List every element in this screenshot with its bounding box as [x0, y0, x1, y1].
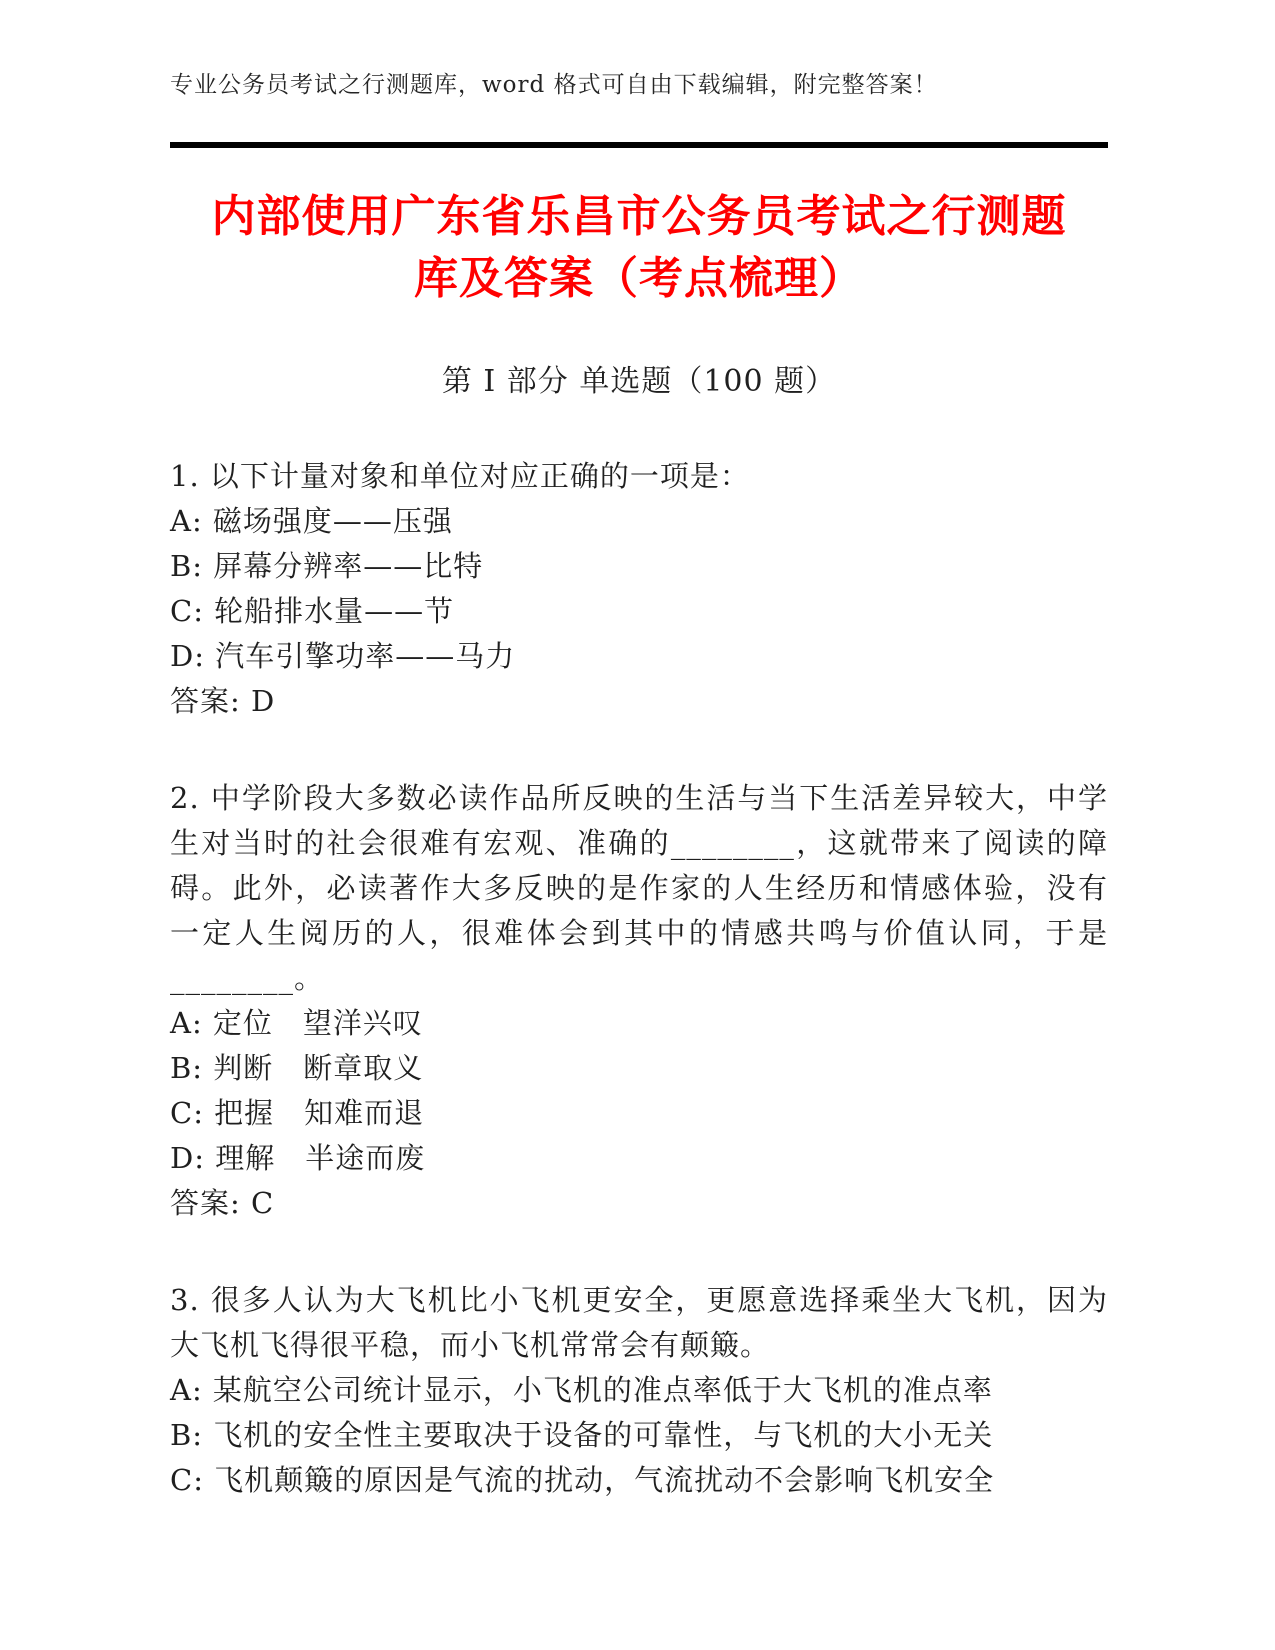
- question-option-a: A: 定位 望洋兴叹: [170, 1006, 423, 1040]
- question-stem-line: 生对当时的社会很难有宏观、准确的________，这就带来了阅读的障: [170, 826, 1108, 860]
- question-stem-line: 2. 中学阶段大多数必读作品所反映的生活与当下生活差异较大，中学: [170, 781, 1108, 815]
- question-stem-line: 碍。此外，必读著作大多反映的是作家的人生经历和情感体验，没有: [170, 871, 1108, 905]
- question-stem-line: ________。: [170, 961, 325, 995]
- question-option-c: C: 轮船排水量——节: [170, 594, 455, 628]
- question-option-b: B: 判断 断章取义: [170, 1051, 424, 1085]
- answer-line: 答案: D: [170, 684, 276, 718]
- question-option-c: C: 把握 知难而退: [170, 1096, 425, 1130]
- question-option-b: B: 飞机的安全性主要取决于设备的可靠性，与飞机的大小无关: [170, 1418, 994, 1452]
- question-block-3: [170, 1278, 1108, 1503]
- question-option-c: C: 飞机颠簸的原因是气流的扰动，气流扰动不会影响飞机安全: [170, 1463, 995, 1497]
- header-divider: [170, 142, 1108, 148]
- section-heading: 第 I 部分 单选题（100 题）: [441, 364, 837, 399]
- header-note: 专业公务员考试之行测题库，word 格式可自由下载编辑，附完整答案！: [170, 72, 938, 98]
- question-option-d: D: 理解 半途而废: [170, 1141, 426, 1175]
- question-option-d: D: 汽车引擎功率——马力: [170, 639, 516, 673]
- answer-line: 答案: C: [170, 1186, 275, 1220]
- question-block-2: [170, 776, 1108, 1226]
- question-stem-line: 大飞机飞得很平稳，而小飞机常常会有颠簸。: [170, 1328, 771, 1362]
- question-option-a: A: 磁场强度——压强: [170, 504, 453, 538]
- document-title-line-2: 库及答案（考点梳理）: [414, 254, 864, 303]
- document-title-line-1: 内部使用广东省乐昌市公务员考试之行测题: [211, 192, 1067, 241]
- question-stem: 1. 以下计量对象和单位对应正确的一项是：: [170, 459, 750, 493]
- question-stem-line: 3. 很多人认为大飞机比小飞机更安全，更愿意选择乘坐大飞机，因为: [170, 1283, 1108, 1317]
- question-block-1: [170, 454, 1108, 724]
- document-title: [170, 186, 1108, 310]
- question-option-a: A: 某航空公司统计显示，小飞机的准点率低于大飞机的准点率: [170, 1373, 993, 1407]
- question-stem-line: 一定人生阅历的人，很难体会到其中的情感共鸣与价值认同，于是: [170, 916, 1108, 950]
- question-option-b: B: 屏幕分辨率——比特: [170, 549, 484, 583]
